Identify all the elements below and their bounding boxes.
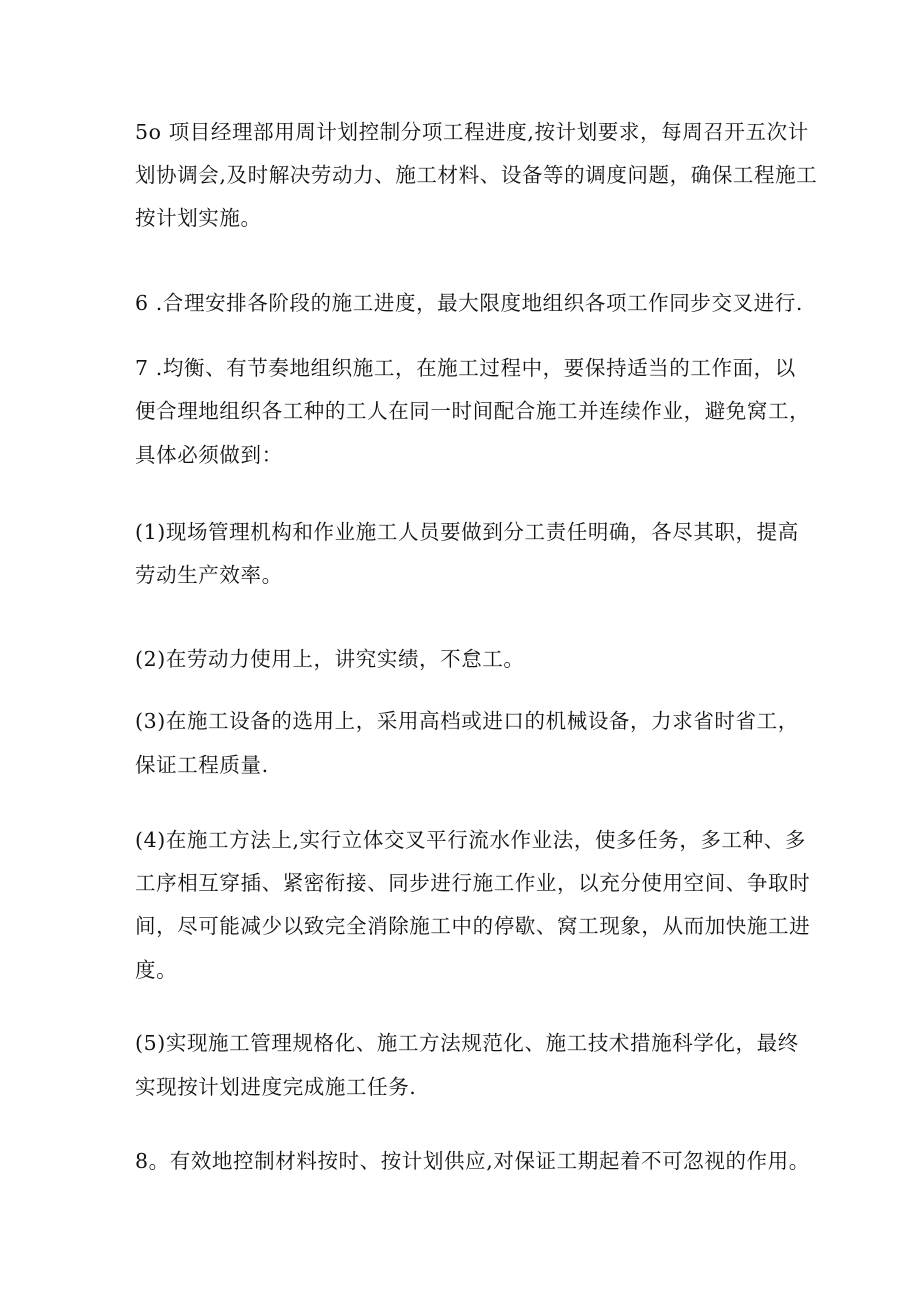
paragraph-7-line-1: 7 .均衡、有节奏地组织施工，在施工过程中，要保持适当的工作面，以 xyxy=(135,356,796,380)
paragraph-5-line-2: 划协调会,及时解决劳动力、施工材料、设备等的调度问题，确保工程施工 xyxy=(135,163,818,187)
paragraph-5-line-3: 按计划实施。 xyxy=(135,206,262,230)
paragraph-8-line-1: 8。有效地控制材料按时、按计划供应,对保证工期起着不可忽视的作用。 xyxy=(135,1149,810,1173)
subitem-3-line-2: 保证工程质量. xyxy=(135,753,269,777)
subitem-1-line-2: 劳动生产效率。 xyxy=(135,563,283,587)
paragraph-7-line-2: 便合理地组织各工种的工人在同一时间配合施工并连续作业，避免窝工， xyxy=(135,399,811,423)
paragraph-5-line-1: 5o 项目经理部用周计划控制分项工程进度,按计划要求，每周召开五次计 xyxy=(135,120,809,144)
subitem-1-line-1: (1)现场管理机构和作业施工人员要做到分工责任明确，各尽其职，提高 xyxy=(135,520,799,544)
subitem-4-line-1: (4)在施工方法上,实行立体交叉平行流水作业法，使多任务，多工种、多 xyxy=(135,828,806,852)
subitem-2-line-1: (2)在劳动力使用上，讲究实绩，不怠工。 xyxy=(135,647,525,671)
subitem-5-line-2: 实现按计划进度完成施工任务. xyxy=(135,1075,417,1099)
subitem-3-line-1: (3)在施工设备的选用上，采用高档或进口的机械设备，力求省时省工， xyxy=(135,709,799,733)
paragraph-6-line-1: 6 .合理安排各阶段的施工进度，最大限度地组织各项工作同步交叉进行. xyxy=(135,291,803,315)
paragraph-7-line-3: 具体必须做到： xyxy=(135,443,283,467)
subitem-4-line-4: 度。 xyxy=(135,958,178,982)
subitem-5-line-1: (5)实现施工管理规格化、施工方法规范化、施工技术措施科学化，最终 xyxy=(135,1031,799,1055)
subitem-4-line-3: 间，尽可能减少以致完全消除施工中的停歇、窝工现象，从而加快施工进 xyxy=(135,914,811,938)
subitem-4-line-2: 工序相互穿插、紧密衔接、同步进行施工作业，以充分使用空间、争取时 xyxy=(135,871,811,895)
